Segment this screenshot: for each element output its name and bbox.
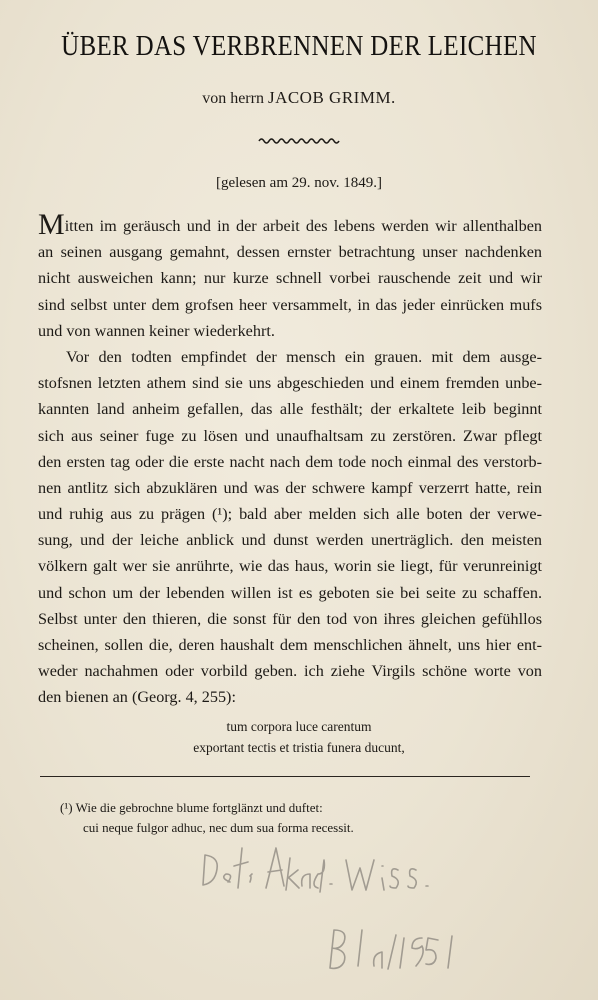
first-line-text: itten im geräusch und in der arbeit des lebens werden wir allenthalben xyxy=(64,217,542,235)
verse-line: tum corpora luce carentum xyxy=(226,719,372,734)
footnote-text: Wie die gebrochne blume fortglänzt und duftet: xyxy=(75,800,323,815)
text-line: den bienen an (Georg. 4, 255): xyxy=(38,688,236,707)
text-line: völkern galt wer sie anrührte, wie das haus, worin sie liegt, für verunreinigt xyxy=(38,557,542,576)
footnote-line: cui neque fulgor adhuc, nec dum sua forma recessit. xyxy=(83,820,354,835)
text-line: nicht ausweichen kann; nur kurze schnell vorbei rauschende zeit und wir xyxy=(38,269,542,288)
handwritten-shelf-mark xyxy=(330,930,452,969)
text-line: kannten land anheim gefallen, das alle festhält; der erkaltete leib beginnt xyxy=(38,400,542,419)
text-line: scheinen, sollen die, deren haushalt dem menschlichen ähnelt, uns hier ent- xyxy=(38,636,542,654)
reading-date: [gelesen am 29. nov. 1849.] xyxy=(215,175,383,191)
text-line: nen antlitz sich abzuklären und was der schwere kampf verzerrt hatte, rein xyxy=(38,478,542,497)
text-line: Vor den todten empfindet der mensch ein grauen. mit dem ausge- xyxy=(66,347,542,366)
page-title: ÜBER DAS VERBRENNEN DER LEICHEN xyxy=(61,30,537,62)
handwritten-library-note xyxy=(203,848,428,892)
footnote-marker: (¹) xyxy=(60,800,73,815)
text-line: weder nachahmen oder vorbild geben. ich ziehe Virgils schöne worte von xyxy=(38,662,542,681)
verse-line: exportant tectis et tristia funera ducunt, xyxy=(193,740,405,755)
text-line: und schon um der lebenden willen ist es geboten sie bei seite zu schaffen. xyxy=(38,583,542,602)
drop-cap: M xyxy=(38,208,65,241)
text-line: an seinen ausgang gemahnt, dessen ernster betrachtung unser nachdenken xyxy=(38,243,542,262)
text-line: und von wannen keiner wiederkehrt. xyxy=(38,321,275,340)
text-line: sind selbst unter dem grofsen heer versammelt, in das jeder einrücken mufs xyxy=(38,295,542,314)
byline-prefix: von herrn xyxy=(202,90,264,107)
text-line: stofsnen letzten athem sind sie uns abgeschieden und einem fremden unbe- xyxy=(38,374,542,393)
text-line: und ruhig aus zu prägen (¹); bald aber melden sich alle boten der verwe- xyxy=(38,505,542,524)
text-line: Selbst unter den thieren, die sonst für den tod von ihres gleichen gefühllos xyxy=(38,609,542,628)
author-name: JACOB GRIMM. xyxy=(267,88,396,107)
text-line: den ersten tag oder die erste nacht nach dem tode noch einmal des verstorb- xyxy=(38,452,542,471)
text-line: sich aus seiner fuge zu lösen und unaufhaltsam zu zerstören. Zwar pflegt xyxy=(38,426,542,445)
text-line: sung, und der leiche anblick und dunst werden unerträglich. den meisten xyxy=(38,531,542,550)
